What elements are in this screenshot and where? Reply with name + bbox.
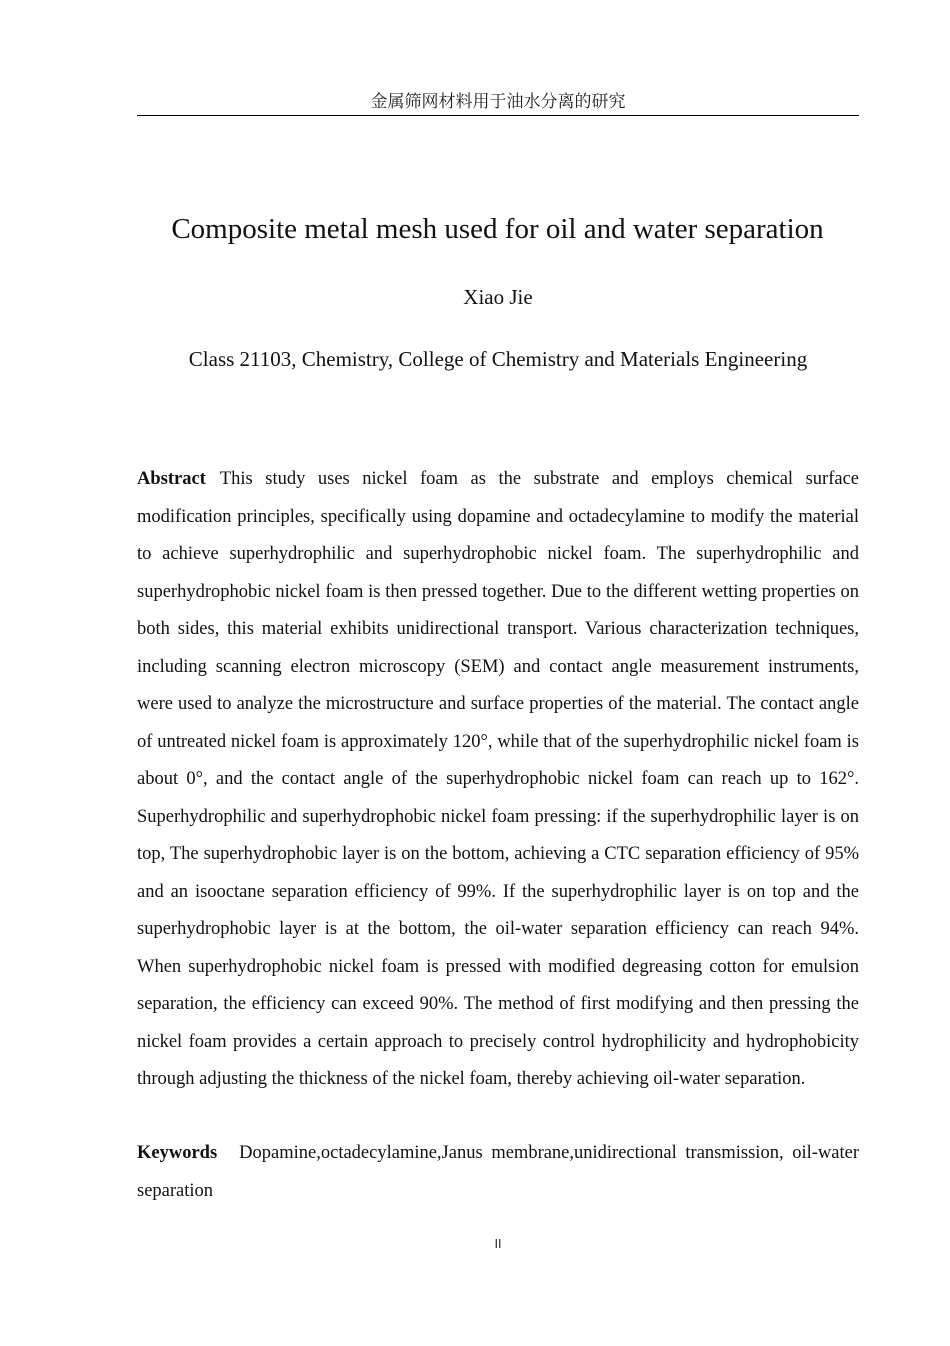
author-affiliation: Class 21103, Chemistry, College of Chemistry and Materials Engineering: [188, 347, 808, 371]
abstract-label: Abstract: [137, 469, 206, 489]
abstract-section: [137, 461, 859, 1099]
keywords-text: Dopamine,octadecylamine,Janus membrane,unidirectional transmission, oil-water separation: [137, 1143, 859, 1201]
abstract-text: This study uses nickel foam as the substrate and employs chemical surface modification principles, specifically using dopamine and octadecylamine to modify the material to achieve superhydrophilic and superhydrophobic nickel foam. The superhydrophilic and superhydrophobic nickel foam is then pressed together. Due to the different wetting properties on both sides, this material exhibits unidirectional transport. Various characterization techniques, including scanning electron microscopy (SEM) and contact angle measurement instruments, were used to analyze the microstructure and surface properties of the material. The contact angle of untreated nickel foam is approximately 120°, while that of the superhydrophilic nickel foam is about 0°, and the contact angle of the superhydrophobic nickel foam can reach up to 162°. Superhydrophilic and superhydrophobic nickel foam pressing: if the superhydrophilic layer is on top, The superhydrophobic layer is on the bottom, achieving a CTC separation efficiency of 95% and an isooctane separation efficiency of 99%. If the superhydrophilic layer is on top and the superhydrophobic layer is at the bottom, the oil-water separation efficiency can reach 94%. When superhydrophobic nickel foam is pressed with modified degreasing cotton for emulsion separation, the efficiency can exceed 90%. The method of first modifying and then pressing the nickel foam provides a certain approach to precisely control hydrophilicity and hydrophobicity through adjusting the thickness of the nickel foam, thereby achieving oil-water separation.: [137, 469, 859, 1089]
keywords-section: [137, 1135, 859, 1210]
keywords-label: Keywords: [137, 1143, 218, 1163]
paper-title: Composite metal mesh used for oil and water separation: [171, 213, 824, 245]
running-header: 金属筛网材料用于油水分离的研究: [137, 90, 859, 116]
author-name: Xiao Jie: [463, 285, 533, 309]
page-number: II: [494, 1237, 502, 1251]
